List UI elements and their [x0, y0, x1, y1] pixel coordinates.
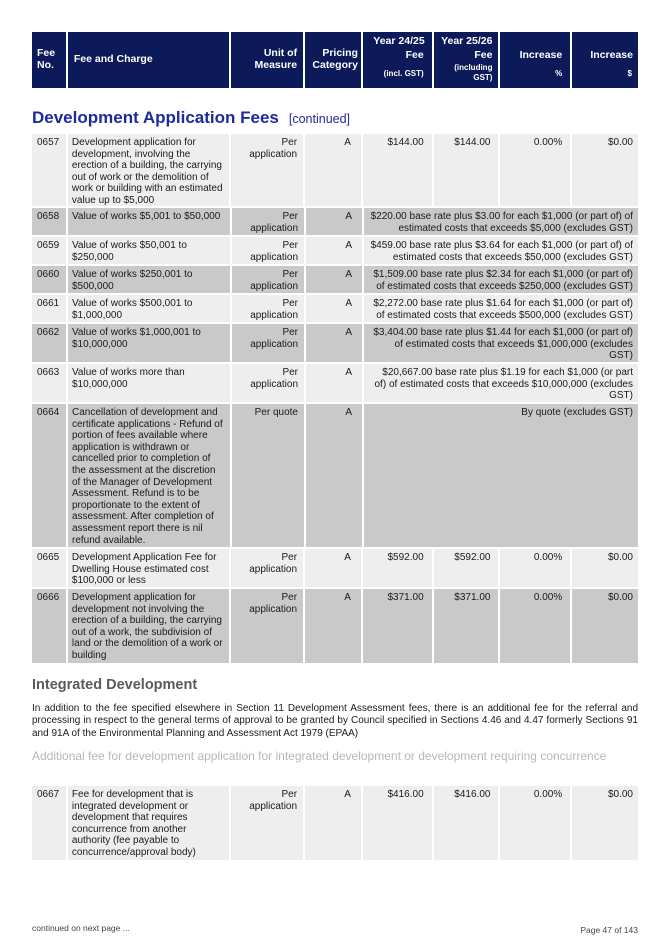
continued-on-next-page: continued on next page ...: [32, 923, 130, 933]
header-increase-amt: Increase $: [572, 32, 638, 88]
integrated-development-paragraph: In addition to the fee specified elsewhere in Section 11 Development Assessment fees, there is an additional fee for the referral and processing in respect to the general terms of approval to be granted by Council specified in Sections 4.46 and 4.47 formerly Sections 91 and 91A of the Environmental Planning and Assessment Act 1979 (EPAA): [32, 703, 638, 739]
table-row: 0658 Value of works $5,001 to $50,000 Per application A $220.00 base rate plus $3.00 for each $1,000 (or part of) of estimated costs that exceeds $5,000 (excludes GST): [32, 208, 638, 235]
integrated-fees-table: [32, 786, 638, 860]
table-header: [32, 32, 638, 88]
table-row: 0664 Cancellation of development and certificate applications - Refund of portion of fees available where application is withdrawn or cancelled prior to completion of the assessment at the discretion of the Manager of Development Assessment. Refund is to be proportionate to the extent of assessment. After completion of assessment report there is nil refund available. Per quote A By quote (excludes GST): [32, 404, 638, 547]
additional-fee-subtitle: Additional fee for development application for integrated development or development requiring concurrence: [32, 749, 607, 763]
integrated-development-title: Integrated Development: [32, 677, 198, 693]
table-row: 0657 Development application for development, involving the erection of a building, the carrying out of work or the demolition of work or building with an estimated value up to $5,000 Per application A $144.00 $144.00 0.00% $0.00: [32, 134, 638, 206]
header-unit-of-measure: Unit of Measure: [231, 32, 303, 88]
header-year-2526: Year 25/26 Fee (including GST): [434, 32, 499, 88]
table-row: 0663 Value of works more than $10,000,000 Per application A $20,667.00 base rate plus $1.19 for each $1,000 (or part of) of estimated costs that exceeds $10,000,000 (excludes GST): [32, 364, 638, 402]
table-row: 0659 Value of works $50,001 to $250,000 Per application A $459.00 base rate plus $3.64 for each $1,000 (or part of) of estimated costs that exceeds $50,000 (excludes GST): [32, 237, 638, 264]
section-title: Development Application Fees [continued]: [32, 108, 351, 127]
table-row: 0661 Value of works $500,001 to $1,000,000 Per application A $2,272.00 base rate plus $1.64 for each $1,000 (or part of) of estimated costs that exceeds $500,000 (excludes GST): [32, 295, 638, 322]
table-row: 0665 Development Application Fee for Dwelling House estimated cost $100,000 or less Per application A $592.00 $592.00 0.00% $0.00: [32, 549, 638, 587]
fees-table: [32, 134, 638, 663]
table-row: 0667 Fee for development that is integrated development or development that requires concurrence from another authority (fee payable to concurrence/approval body) Per application A $416.00 $416.00 0.00% $0.00: [32, 786, 638, 860]
continued-label: [continued]: [288, 112, 351, 126]
header-year-2425: Year 24/25 Fee (incl. GST): [363, 32, 432, 88]
page-number: Page 47 of 143: [580, 925, 638, 935]
header-pricing-category: Pricing Category: [305, 32, 361, 88]
table-row: 0662 Value of works $1,000,001 to $10,000,000 Per application A $3,404.00 base rate plus $1.44 for each $1,000 (or part of) of estimated costs that exceeds $1,000,000 (excludes GST): [32, 324, 638, 362]
table-row: 0660 Value of works $250,001 to $500,000 Per application A $1,509.00 base rate plus $2.34 for each $1,000 (or part of) of estimated costs that exceeds $250,000 (excludes GST): [32, 266, 638, 293]
header-increase-pct: Increase %: [500, 32, 570, 88]
header-fee-no: Fee No.: [32, 32, 66, 88]
header-fee-and-charge: Fee and Charge: [68, 32, 229, 88]
table-row: 0666 Development application for development not involving the erection of a building, the carrying out of a work, the subdivision of land or the demolition of a work or building Per application A $371.00 $371.00 0.00% $0.00: [32, 589, 638, 663]
